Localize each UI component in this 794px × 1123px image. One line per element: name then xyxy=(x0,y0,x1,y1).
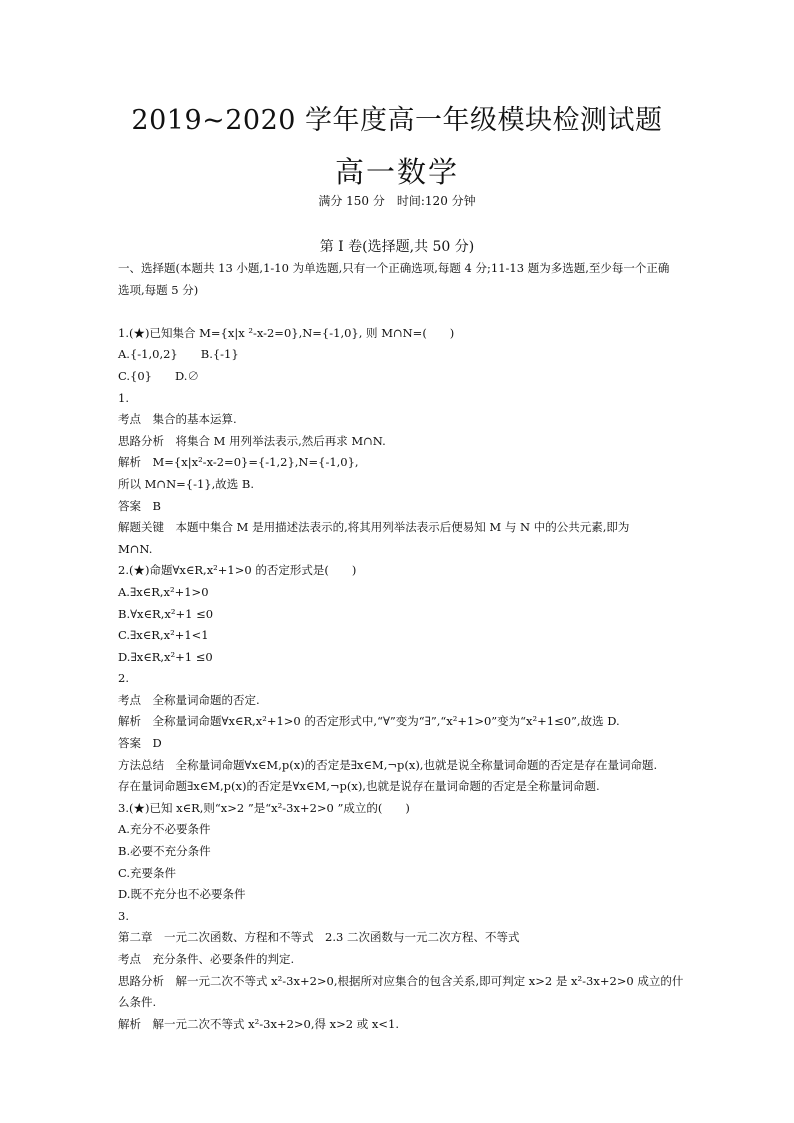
question-3-option-b: B.必要不充分条件 xyxy=(118,844,211,859)
answer-1-answer: 答案 B xyxy=(118,498,161,513)
answer-1-number: 1. xyxy=(118,390,129,405)
answer-3-approach: 思路分析 解一元二次不等式 x²-3x+2>0,根据所对应集合的包含关系,即可判定 x>2 是 x²-3x+2>0 成立的什 xyxy=(118,973,684,988)
answer-3-solution: 解析 解一元二次不等式 x²-3x+2>0,得 x>2 或 x<1. xyxy=(118,1016,399,1031)
answer-3-number: 3. xyxy=(118,908,129,923)
section-instructions: 一、选择题(本题共 13 小题,1-10 为单选题,只有一个正确选项,每题 4 分;11-13 题为多选题,至少每一个正确选项,每题 5 分) xyxy=(118,261,670,297)
question-3-stem: 3.(★)已知 x∈R,则“x>2 ”是“x²-3x+2>0 ”成立的( ) xyxy=(118,800,410,815)
question-1-options-ab: A.{-1,0,2} B.{-1} xyxy=(118,347,239,362)
answer-1-key-cont: M∩N. xyxy=(118,541,153,556)
answer-2-solution: 解析 全称量词命题∀x∈R,x²+1>0 的否定形式中,“∀”变为“∃”,“x²+1>0”变为“x²+1≤0”,故选 D. xyxy=(118,714,620,729)
answer-1-topic: 考点 集合的基本运算. xyxy=(118,412,237,427)
answer-1-solution-cont: 所以 M∩N={-1},故选 B. xyxy=(118,476,255,491)
question-3-option-a: A.充分不必要条件 xyxy=(118,822,211,837)
answer-1-key: 解题关键 本题中集合 M 是用描述法表示的,将其用列举法表示后便易知 M 与 N 中的公共元素,即为 xyxy=(118,520,630,535)
exam-meta: 满分 150 分 时间:120 分钟 xyxy=(318,194,476,208)
question-2-option-a: A.∃x∈R,x²+1>0 xyxy=(118,584,209,599)
answer-1-solution: 解析 M={x|x²-x-2=0}={-1,2},N={-1,0}, xyxy=(118,455,359,470)
answer-3-approach-cont: 么条件. xyxy=(118,995,157,1010)
answer-3-topic: 考点 充分条件、必要条件的判定. xyxy=(118,952,295,966)
question-2-option-d: D.∃x∈R,x²+1 ≤0 xyxy=(118,649,213,664)
exam-title: 2019~2020 学年度高一年级模块检测试题 xyxy=(131,105,663,136)
question-3-option-c: C.充要条件 xyxy=(118,865,177,880)
exam-body xyxy=(118,258,684,1035)
exam-subject: 高一数学 xyxy=(334,155,459,189)
answer-2-summary-cont: 存在量词命题∃x∈M,p(x)的否定是∀x∈M,¬p(x),也就是说存在量词命题的否定是全称量词命题. xyxy=(118,779,600,794)
answer-2-summary: 方法总结 全称量词命题∀x∈M,p(x)的否定是∃x∈M,¬p(x),也就是说全称量词命题的否定是存在量词命题. xyxy=(118,757,658,772)
question-2-option-c: C.∃x∈R,x²+1<1 xyxy=(118,628,209,643)
answer-3-chapter: 第二章 一元二次函数、方程和不等式 2.3 二次函数与一元二次方程、不等式 xyxy=(118,930,520,945)
question-2-stem: 2.(★)命题∀x∈R,x²+1>0 的否定形式是( ) xyxy=(118,563,357,578)
question-3-option-d: D.既不充分也不必要条件 xyxy=(118,887,246,902)
answer-2-number: 2. xyxy=(118,671,129,686)
section-heading: 第 I 卷(选择题,共 50 分) xyxy=(319,239,475,255)
spacer xyxy=(118,301,678,323)
answer-1-approach: 思路分析 将集合 M 用列举法表示,然后再求 M∩N. xyxy=(118,433,386,448)
answer-2-answer: 答案 D xyxy=(118,736,162,751)
question-1-options-cd: C.{0} D.∅ xyxy=(118,368,199,383)
answer-2-topic: 考点 全称量词命题的否定. xyxy=(118,692,260,707)
question-2-option-b: B.∀x∈R,x²+1 ≤0 xyxy=(118,606,214,621)
question-1-stem: 1.(★)已知集合 M={x|x ²-x-2=0},N={-1,0}, 则 M∩N=( ) xyxy=(118,325,455,340)
